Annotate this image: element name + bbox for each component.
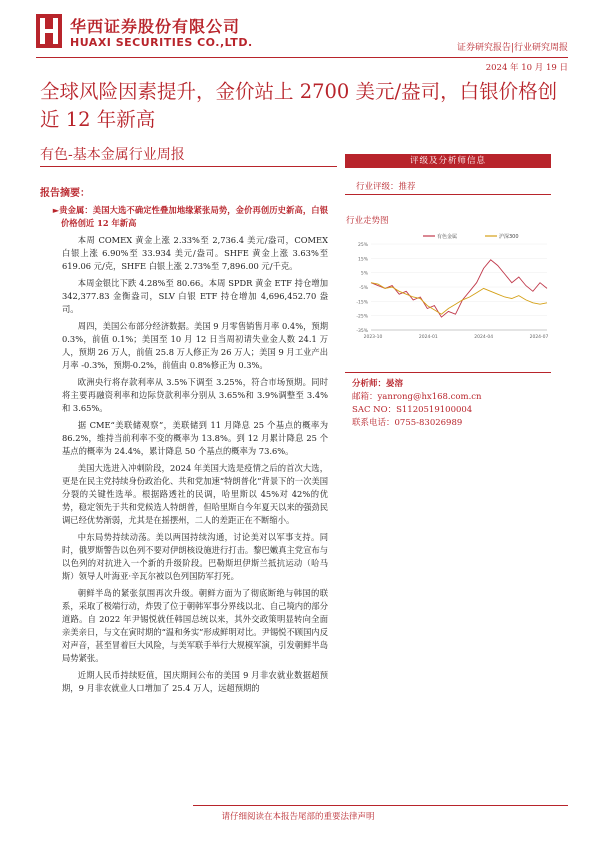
analyst-phone: 联系电话：0755-83026989 [352,418,463,428]
summary-paragraph: ►贵金属：美国大选不确定性叠加地缘紧张局势，金价再创历史新高，白银价格创近 12 年新高 [52,205,328,228]
analyst-name: 分析师：晏溶 [352,379,404,389]
report-category: 证券研究报告|行业研究周报 [456,43,568,53]
series-line-有色金属 [371,260,547,317]
chart-y-ticks [356,242,368,334]
summary-paragraph: 周四，美国公布部分经济数据。美国 9 月零售销售月率 0.4%，预期 0.3%，前值 0.1%；美国至 10 月 12 日当周初请失业金人数 24.1 万人，预期 26 万人，前值 25.8 万人修正为 26 万人；美国 9 月工业产出月率 -0.3%，预期-0.2%，前值由 0.8%修正为 0.3%。 [62,321,328,370]
y-tick-label: 25% [357,243,368,248]
huaxi-logo-icon [36,14,62,48]
x-tick-label: 2024-04 [474,335,494,340]
report-subtitle: 有色-基本金属行业周报 [40,147,185,163]
summary-paragraph: 近期人民币持续贬值，国庆期间公布的美国 9 月非农就业数据超预期，9 月非农就业人口增加了 25.4 万人，远超预期的 [62,670,328,693]
summary-paragraph: 据 CME“美联储观察”，美联储到 11 月降息 25 个基点的概率为 86.2%，维持当前利率不变的概率为 13.8%。到 12 月累计降息 25 个基点的概率为 24.4%，累计降息 50 个基点的概率为 73.6%。 [62,420,328,456]
report-date: 2024 年 10 月 19 日 [485,63,568,73]
company-name-en: HUAXI SECURITIES CO.,LTD. [70,36,253,49]
y-tick-label: -15% [356,300,368,306]
rating-divider [345,194,551,195]
y-tick-label: -35% [356,329,368,334]
chart-legend [423,233,519,240]
trend-chart-label: 行业走势图 [346,216,389,226]
analyst-info [352,378,482,430]
legend-label: 有色金属 [437,234,458,240]
subtitle-divider [40,166,337,167]
y-tick-label: -25% [356,314,368,320]
footer-divider [193,805,568,806]
y-tick-label: 15% [357,257,368,263]
summary-body [52,204,328,699]
summary-heading: 报告摘要： [40,188,90,199]
header-divider [36,57,568,58]
analyst-divider [345,372,551,373]
y-tick-label: 5% [360,271,368,277]
summary-paragraph: 朝鲜半岛的紧张氛围再次升级。朝鲜方面为了彻底断绝与韩国的联系，采取了极端行动，炸毁了位于朝韩军事分界线以北、自己境内的部分道路。自 2022 年尹锡悦就任韩国总统以来，其外交政策明显转向全面亲美亲日，与文在寅时期的“温和务实”形成鲜明对比。尹锡悦不顾国内反对声音，甚至冒着巨大风险，与美军联手举行大规模军演，引发朝鲜半岛局势紧张。 [62,588,328,663]
chart-series [371,260,547,317]
x-tick-label: 2024-01 [418,335,438,340]
series-line-沪深300 [371,283,547,315]
summary-paragraph: 美国大选进入冲刺阶段，2024 年美国大选是疫情之后的首次大选，更是在民主党持续身份政治化、共和党加速“特朗普化”背景下的一次美国分裂的关键性选举。根据路透社的民调，哈里斯以 45%对 42%的优势，稳定领先于共和党候选人特朗普，但哈里斯自今年夏天以来的强劲民调已经优势渐弱，尤其是在摇摆州，二人的差距正在不断缩小。 [62,463,328,525]
summary-paragraph: 中东局势持续动荡。美以两国持续沟通，讨论美对以军事支持。同时，俄罗斯警告以色列不要对伊朗核设施进行打击。黎巴嫩真主党宣布与以色列的对抗进入一个新的升级阶段。巴勒斯坦伊斯兰抵抗运动（哈马斯）领导人叶海亚·辛瓦尔被以色列国防军打死。 [62,532,328,581]
industry-trend-chart [345,230,551,342]
legend-label: 沪深300 [499,234,519,240]
summary-paragraph: 本周 COMEX 黄金上涨 2.33%至 2,736.4 美元/盎司，COMEX 白银上涨 6.90%至 33.934 美元/盎司。SHFE 黄金上涨 3.63%至 619.06 元/克，SHFE 白银上涨 2.73%至 7,896.00 元/千克。 [62,235,328,271]
summary-paragraph: 本周金银比下跌 4.28%至 80.66。本周 SPDR 黄金 ETF 持仓增加 342,377.83 金衡盎司，SLV 白银 ETF 持仓增加 4,696,452.70 盎司。 [62,278,328,314]
y-tick-label: -5% [359,286,368,291]
analyst-sac: SAC NO：S1120519100004 [352,405,473,415]
x-tick-label: 2023-10 [363,335,383,340]
summary-paragraph: 欧洲央行将存款利率从 3.5%下调至 3.25%，符合市场预期。同时将主要再融资利率和边际贷款利率分别从 3.65%和 3.9%调整至 3.4%和 3.65%。 [62,377,328,413]
chart-gridlines [371,244,547,330]
industry-rating: 行业评级：推荐 [356,182,416,192]
legal-notice: 请仔细阅读在本报告尾部的重要法律声明 [221,812,375,822]
analyst-email[interactable]: 邮箱：yanrong@hx168.com.cn [352,392,482,402]
x-tick-label: 2024-07 [529,335,549,340]
chart-x-ticks [364,334,549,340]
report-title: 全球风险因素提升，金价站上 2700 美元/盎司，白银价格创近 12 年新高 [40,80,558,131]
company-name-cn: 华西证券股份有限公司 [70,17,241,36]
rating-section-title: 评级及分析师信息 [345,154,551,168]
